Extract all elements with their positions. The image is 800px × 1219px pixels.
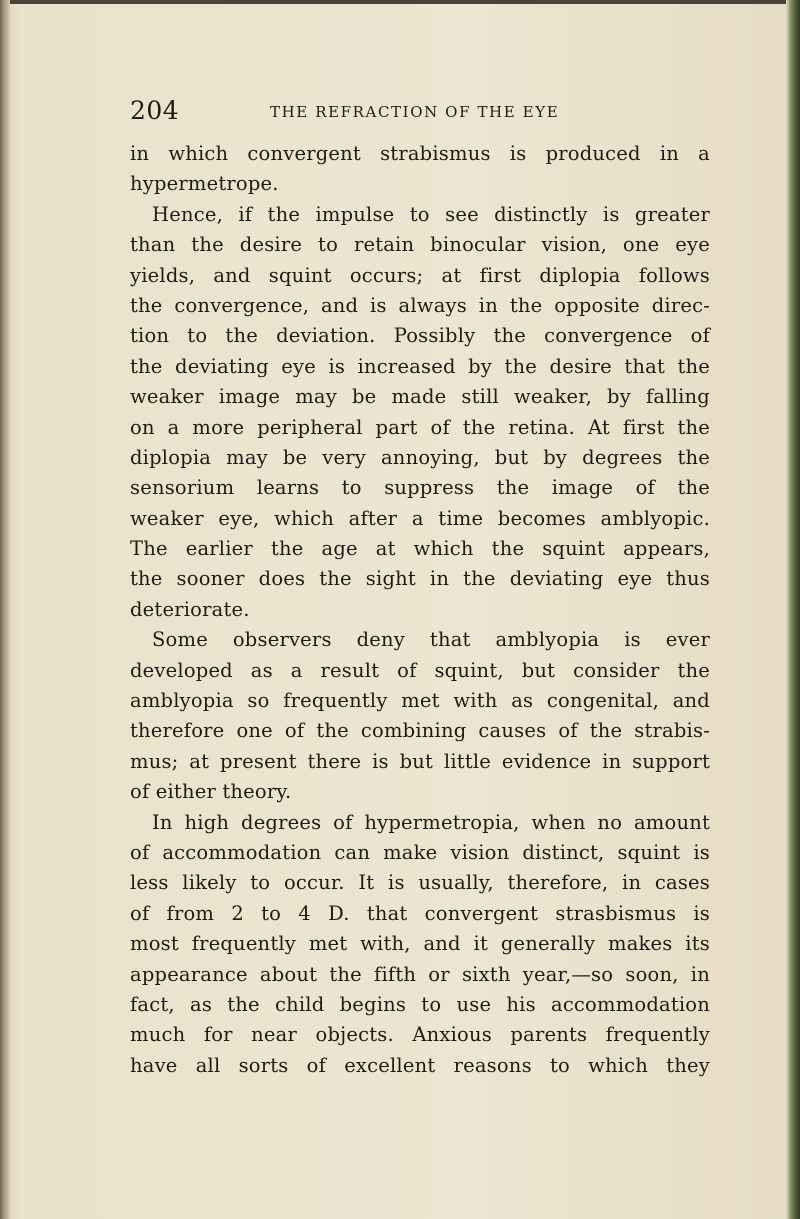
text-line: have all sorts of excellent reasons to which they [130, 1053, 710, 1077]
page-binding-edge [0, 0, 10, 1219]
text-line: the convergence, and is always in the opposite direc- [130, 293, 710, 317]
text-line: hypermetrope. [130, 172, 279, 196]
text-line: sensorium learns to suppress the image of the [130, 476, 710, 500]
text-line: tion to the deviation. Possibly the convergence of [130, 324, 710, 348]
text-line: on a more peripheral part of the retina. At first the [130, 415, 710, 439]
text-line: the deviating eye is increased by the desire that the [130, 354, 710, 378]
text-line: developed as a result of squint, but consider the [130, 658, 710, 682]
text-line: much for near objects. Anxious parents frequently [130, 1023, 710, 1047]
body-text [130, 139, 710, 1081]
running-head: THE REFRACTION OF THE EYE [270, 103, 560, 121]
text-line: less likely to occur. It is usually, therefore, in cases [130, 871, 710, 895]
text-line: The earlier the age at which the squint appears, [130, 537, 710, 561]
text-line: therefore one of the combining causes of the strabis- [130, 719, 710, 743]
text-line: of either theory. [130, 780, 292, 804]
text-line: fact, as the child begins to use his accommodation [130, 992, 710, 1016]
text-line: mus; at present there is but little evidence in support [130, 749, 710, 773]
text-line: In high degrees of hypermetropia, when no amount [152, 810, 710, 834]
text-line: weaker image may be made still weaker, by falling [130, 385, 710, 409]
text-line: of accommodation can make vision distinct, squint is [130, 840, 710, 864]
text-line: amblyopia so frequently met with as congenital, and [130, 689, 710, 713]
scan-top-edge [0, 0, 800, 4]
text-line: most frequently met with, and it generally makes its [130, 932, 710, 956]
text-line: yields, and squint occurs; at first diplopia follows [130, 263, 710, 287]
book-cover-edge [786, 0, 800, 1219]
text-line: appearance about the fifth or sixth year,—so soon, in [130, 962, 710, 986]
text-line: deteriorate. [130, 597, 250, 621]
text-line: in which convergent strabismus is produced in a [130, 142, 710, 165]
text-line: than the desire to retain binocular vision, one eye [130, 233, 710, 257]
text-line: Hence, if the impulse to see distinctly is greater [152, 202, 710, 226]
text-line: diplopia may be very annoying, but by degrees the [130, 445, 710, 469]
page-number: 204 [130, 96, 180, 125]
text-line: Some observers deny that amblyopia is ever [152, 628, 710, 652]
text-line: weaker eye, which after a time becomes amblyopic. [130, 506, 710, 530]
text-line: of from 2 to 4 D. that convergent strasbismus is [130, 901, 710, 925]
text-line: the sooner does the sight in the deviating eye thus [130, 567, 710, 591]
